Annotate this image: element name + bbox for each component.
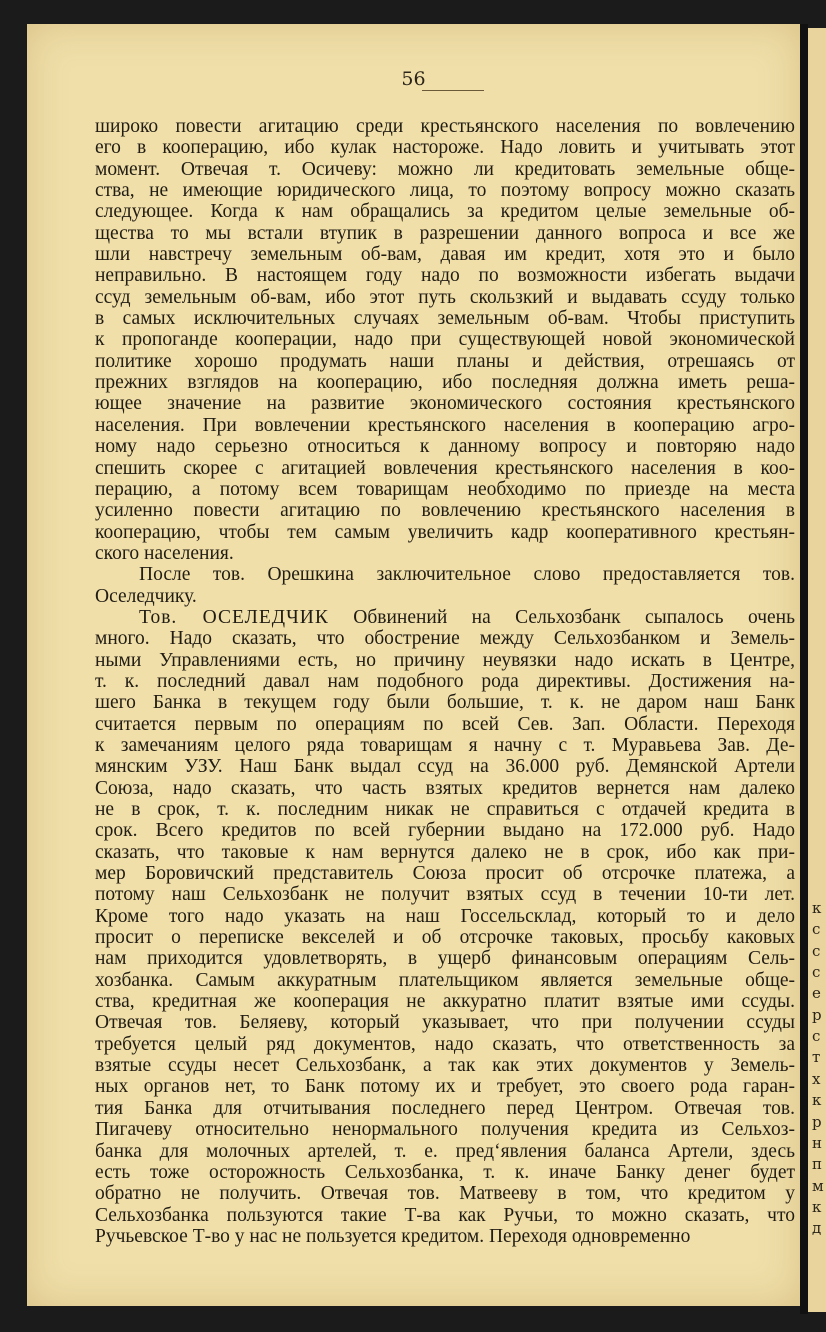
text-line: Союза, надо сказать, что часть взятых кредитов вернется нам далеко [95,777,795,799]
text-line: Кроме того надо указать на наш Госсельсклад, который то и дело [95,905,795,927]
text-line: просит о переписке векселей и об отсрочке таковых, просьбу каковых [95,927,795,949]
text-line: срок. Всего кредитов по всей губернии выдано на 172.000 руб. Надо [95,820,795,842]
text-line: в самых исключительных случаях земельным об-вам. Чтобы приступить [95,308,795,330]
text-line: После тов. Орешкина заключительное слово предоставляется тов. [139,564,795,586]
text-line: Отвечая тов. Беляеву, который указывает, что при получении ссуды [95,1012,795,1034]
next-page-fragment: м [812,1176,824,1195]
text-line: его в кооперацию, ибо кулак настороже. Надо ловить и учитывать этот [95,137,795,159]
page-number-rule [422,90,484,91]
next-page-fragment: к [812,899,822,917]
text-line: обратно не получить. Отвечая тов. Матвееву в том, что кредитом у [95,1183,795,1205]
text-line: требуется целый ряд документов, надо сказать, что ответственность за [95,1033,795,1055]
text-line [95,607,795,628]
text-line: к замечаниям целого ряда товарищам я начну с т. Муравьева Зав. Де- [95,734,795,756]
text-line: много. Надо сказать, что обострение между Сельхозбанком и Земель- [95,628,795,650]
book-gutter [800,24,808,1314]
next-page-fragment: п [812,1155,822,1174]
text-line: потому наш Сельхозбанк не получит взятых ссуд в течении 10-ти лет. [95,884,795,906]
next-page-fragment: к [812,1091,822,1110]
text-line: ными Управлениями есть, но причину неувязки надо искать в Центре, [95,649,795,671]
next-page-fragment: т [812,1048,821,1067]
text-line: ссуд земельным об-вам, ибо этот путь скользкий и выдавать ссуду только [95,286,795,308]
text-line: банка для молочных артелей, т. е. пред‘явления баланса Артели, здесь [95,1140,795,1162]
next-page-edge [808,28,826,1312]
paragraph-1 [95,116,795,564]
text-line: шего Банка в текущем году были большие, т. к. не даром наш Банк [95,692,795,714]
next-page-fragment: с [812,1027,821,1046]
text-line: мер Боровичский представитель Союза просит об отсрочке платежа, а [95,863,795,885]
text-line: неправильно. В настоящем году надо по возможности избегать выдачи [95,265,795,287]
body-text [95,116,795,1247]
text-line: ющее значение на развитие экономического состояния крестьянского [95,393,795,415]
text-line: хозбанка. Самым аккуратным плательщиком является земельные обще- [95,969,795,991]
text-line: тия Банка для отчитывания последнего перед Центром. Отвечая тов. [95,1097,795,1119]
paragraph-2 [95,564,795,607]
text-line: усиленно повести агитацию по вовлечению крестьянского населения в [95,500,795,522]
next-page-fragment: с [812,920,821,939]
text-line: ных органов нет, то Банк потому их и требует, это своего рода гаран- [95,1076,795,1098]
text-line: спешить скорее с агитацией вовлечения крестьянского населения в коо- [95,457,795,479]
text-line: ства, не имеющие юридического лица, то поэтому вопросу можно сказать [95,180,795,202]
text-line: взятые ссуды несет Сельхозбанк, а так как этих документов у Земель- [95,1055,795,1077]
text-line: кооперацию, чтобы тем самым увеличить кадр кооперативного крестьян- [95,521,795,543]
text-line: прежних взглядов на кооперацию, ибо последняя должна иметь реша- [95,372,795,394]
text-line: есть тоже осторожность Сельхозбанка, т. к. иначе Банку денег будет [95,1161,795,1183]
text-line: Оселедчику. [95,585,197,607]
text-line: Ручьевское Т-во у нас не пользуется кредитом. Переходя одновременно [95,1225,691,1247]
next-page-fragment: е [812,984,821,1003]
paragraph-3 [95,607,795,1247]
speaker-name: Тов. ОСЕЛЕДЧИК [139,606,329,628]
speaker-line-rest: Обвинений на Сельхозбанк сыпалось очень [353,606,795,628]
text-line: политике хорошо продумать наши планы и действия, отрешаясь от [95,350,795,372]
next-page-fragment: р [812,1112,822,1131]
text-line: Сельхозбанка пользуются такие Т-ва как Ручьи, то можно сказать, что [95,1204,795,1226]
text-line: к пропоганде кооперации, надо при существующей новой экономической [95,329,795,351]
text-line: Пигачеву относительно ненормального получения кредита из Сельхоз- [95,1119,795,1141]
document-page [27,24,800,1306]
next-page-fragment: к [812,1197,822,1216]
text-line: населения. При вовлечении крестьянского населения в кооперацию агро- [95,414,795,436]
text-line: следующее. Когда к нам обращались за кредитом целые земельные об- [95,201,795,223]
text-line: момент. Отвечая т. Осичеву: можно ли кредитовать земельные обще- [95,158,795,180]
next-page-fragment: с [812,963,821,982]
text-line: считается первым по операциям по всей Сев. Зап. Области. Переходя [95,713,795,735]
next-page-fragment: х [812,1069,821,1088]
text-line: мянским УЗУ. Наш Банк выдал ссуд на 36.000 руб. Демянской Артели [95,756,795,778]
next-page-fragment: с [812,941,821,960]
text-line: широко повести агитацию среди крестьянского населения по вовлечению [95,116,795,137]
next-page-fragment: н [812,1133,822,1152]
text-line: перацию, а потому всем товарищам необходимо по приезде на места [95,478,795,500]
text-line: ному надо серьезно относиться к данному вопросу и повторяю надо [95,436,795,458]
next-page-fragment: р [812,1005,822,1024]
next-page-fragment: д [812,1219,822,1238]
text-line: сказать, что таковые к нам вернутся далеко не в срок, ибо как при- [95,841,795,863]
page-number: 56 [401,68,426,90]
text-line: ского населения. [95,542,234,564]
text-line: ства, кредитная же кооперация не аккуратно платит взятые ими ссуды. [95,991,795,1013]
text-line: не в срок, т. к. последним никак не справиться с отдачей кредита в [95,799,795,820]
text-line: щества то мы встали втупик в разрешении данного вопроса и все же [95,222,795,244]
text-line: нам приходится удовлетворять, в ущерб финансовым операциям Сель- [95,948,795,970]
text-line: шли навстречу земельным об-вам, давая им кредит, хотя это и было [95,244,795,266]
text-line: т. к. последний давал нам подобного рода директивы. Достижения на- [95,670,795,692]
